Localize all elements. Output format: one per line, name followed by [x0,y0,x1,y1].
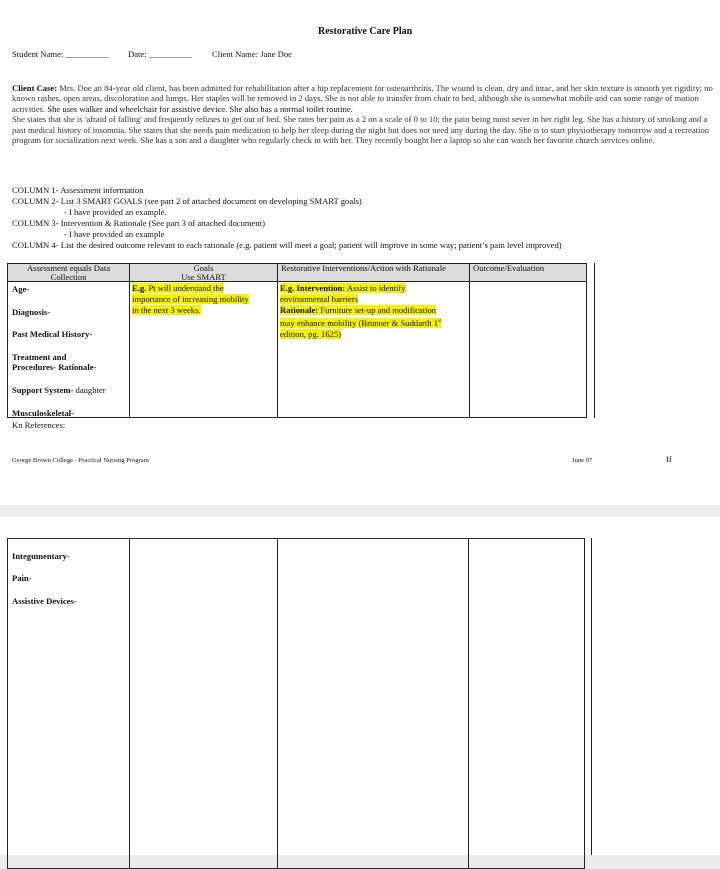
goals-cell-continued [130,539,278,869]
row-label-pain: Pain- [12,573,32,583]
document-title: Restorative Care Plan [318,26,413,37]
goal-example: E.g. Pt will understand the importance of increasing mobility in the next 3 weeks. [132,283,249,315]
header-assessment: Assessment equals Data Collection [8,264,130,282]
client-case-paragraph [12,83,715,145]
client-case-text-1: Mrs. Doe an 84-year old client, has been admitted for rehabilitation after a hip replacement for osteoarthritis. The wound is clean, dry and intac, and her skin texture is smooth yet rigidity; no known rashes, open areas, discoloration and lumps. Her staples will be removed in 2 days. She is not able to transfer from chair to bed, although she is somewhat mobile and can some range of motion activities. [12,83,713,114]
row-label-diagnosis: Diagnosis- [12,307,51,317]
stray-text: If [666,454,672,464]
student-name-field: Student Name: __________ [12,49,109,59]
date-field: Date: __________ [128,49,192,59]
table-right-edge [586,263,595,418]
intervention-example: E.g. Intervention: Assist to identify environmental barriers Rationale: Furniture set-up and modification may enhance mobility (Brunner & Suddarth 1st edition, pg. 1625) [280,283,442,339]
row-label-musculoskeletal: Musculoskeletal- [12,408,75,418]
client-name-field: Client Name: Jane Doe [212,49,292,59]
client-case-label: Client Case: [12,83,58,93]
page-2 [0,517,720,855]
row-label-treatment: Treatment and Procedures- Rationale- [12,352,97,372]
row-label-integumentary: Integumentary- [12,551,70,561]
goals-cell [130,282,278,418]
interventions-cell-continued [278,539,469,869]
row-label-assistive-devices: Assistive Devices- [12,596,77,606]
outcome-cell-continued [469,539,585,869]
care-plan-table [7,263,587,418]
client-case-text-2: She uses walker and wheelchair for assistive device. She also has a normal toilet routine. [47,103,353,114]
header-interventions: Restorative Interventions/Action with Rationale [278,264,470,282]
header-goals: Goals Use SMART [130,264,278,282]
row-label-past-medical-history: Past Medical History- [12,329,93,339]
interventions-cell [278,282,470,418]
row-label-support-system: Support System- daughter [12,385,106,395]
column-1-instruction: COLUMN 1- Assessment information [12,185,144,195]
header-outcome: Outcome/Evaluation [470,264,587,282]
row-label-age: Age- [12,284,30,294]
client-case-text-3: She states that she is 'afraid of falling' and frequently refuses to get out of bed. She rates her pain as a 2 on a scale of 0 to 10; the pain being most sever in her right leg. She has a history of smoking and a past medical history of insomnia. She states that she needs pain medication to help her sleep during the night but does not need any during the day. She is to start physiotherapy tomorrow and a recreation program for socialization next week. She has a son and a daughter who regularly check in with her. They recently bought her a laptop so she can watch her favorite church services online. [12,114,710,146]
assessment-cell [8,282,130,418]
column-4-instruction: COLUMN 4- List the desired outcome relevant to each rationale (e.g. patient will meet a goal; patient will improve in some way; patient’s pain level improved) [12,240,562,250]
column-3-instruction: COLUMN 3- Intervention & Rationale (See part 3 of attached document) [12,218,265,228]
column-3-note: - I have provided an example [64,229,165,239]
assessment-cell-continued [8,539,130,869]
column-2-note: - I have provided an example. [64,207,167,217]
column-2-instruction: COLUMN 2- List 3 SMART GOALS (see part 2 of attached document on developing SMART goals) [12,196,362,206]
footer-college: George Brown College - Practical Nursing Program [12,457,149,464]
care-plan-table-continued [7,538,585,869]
outcome-cell [470,282,587,418]
references-label: Kn References: [12,420,66,430]
footer-date: June 07 [572,457,593,464]
table-right-edge-continued [584,538,592,855]
